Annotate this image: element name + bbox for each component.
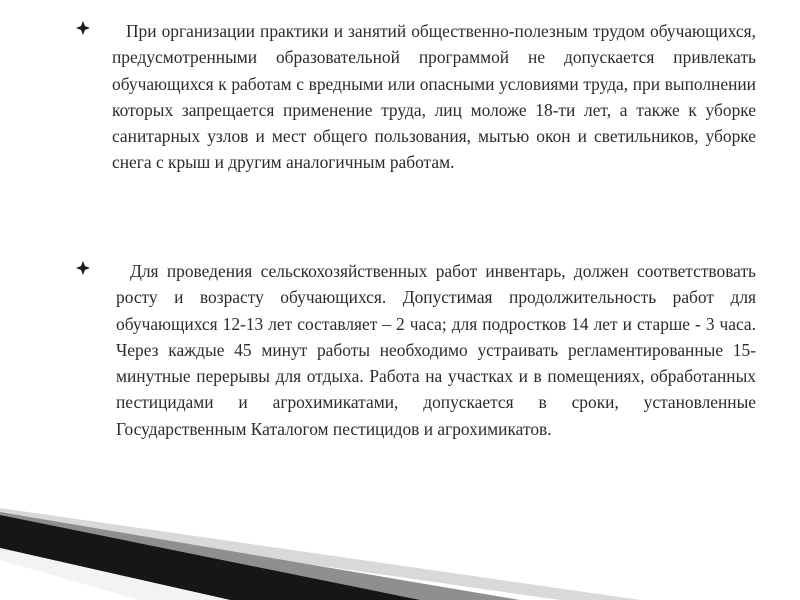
stripe-gray — [0, 512, 520, 600]
diamond-bullet-icon — [76, 21, 90, 35]
bullet-item-2 — [76, 258, 756, 442]
stripe-dark — [0, 515, 420, 600]
stripe-light — [0, 508, 640, 600]
stripe-white-edge — [0, 548, 230, 600]
diamond-bullet-icon — [76, 261, 90, 275]
bullet-text-1: При организации практики и занятий общественно-полезным трудом обучающихся, предусмотренными образовательной программой не допускается привлекать обучающихся к работам с вредными или опасными условиями труда, при выполнении которых запрещается применение труда, лиц моложе 18-ти лет, а также к уборке санитарных узлов и мест общего пользования, мытью окон и светильников, уборке снега с крыш и другим аналогичным работам. — [112, 21, 756, 173]
bullet-item-1 — [76, 18, 756, 176]
bullet-text-2: Для проведения сельскохозяйственных работ инвентарь, должен соответствовать росту и возрасту обучающихся. Допустимая продолжительность работ для обучающихся 12-13 лет составляет – 2 часа; для подростков 14 лет и старше - 3 часа. Через каждые 45 минут работы необходимо устраивать регламентированные 15-минутные перерывы для отдыха. Работа на участках и в помещениях, обработанных пестицидами и агрохимикатами, допускается в сроки, установленные Государственным Каталогом пестицидов и агрохимикатов. — [116, 261, 756, 439]
